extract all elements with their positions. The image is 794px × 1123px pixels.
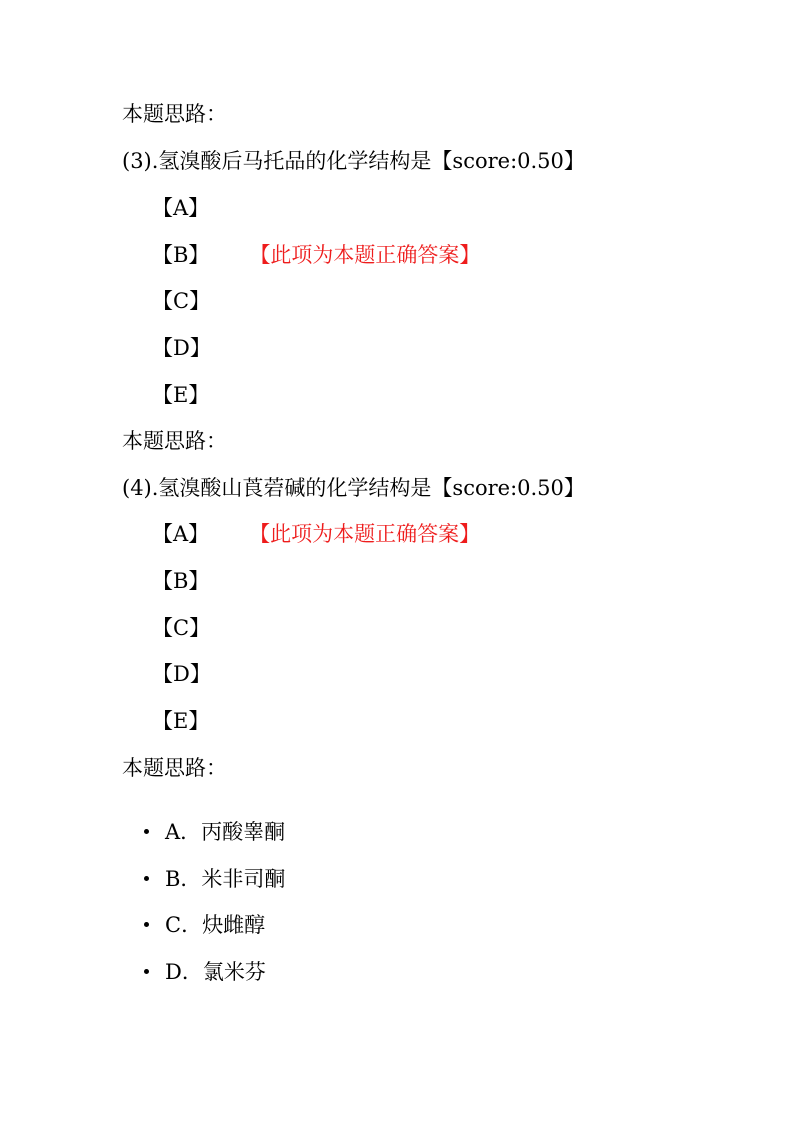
q3-option-b — [152, 242, 480, 268]
option-tag: 【D】 — [152, 662, 211, 686]
choice-text: B．米非司酮 — [165, 867, 286, 891]
option-tag: 【C】 — [152, 289, 211, 313]
option-tag: 【A】 — [152, 196, 210, 220]
choice-item — [144, 819, 285, 845]
choice-item — [144, 959, 266, 985]
bullet-icon — [144, 829, 149, 834]
analysis-label: 本题思路： — [122, 102, 227, 126]
q4-option-a — [152, 521, 480, 547]
bullet-icon — [144, 876, 149, 881]
q3-option-c — [152, 288, 210, 314]
option-tag: 【D】 — [152, 336, 211, 360]
q3-option-a — [152, 195, 209, 221]
q3-option-d — [152, 335, 211, 361]
option-tag: 【E】 — [152, 709, 210, 733]
analysis-label: 本题思路： — [122, 429, 227, 453]
option-tag: 【B】 — [152, 243, 210, 267]
option-tag: 【A】 — [152, 522, 210, 546]
choice-item — [144, 912, 265, 938]
analysis-label: 本题思路： — [122, 756, 227, 780]
q3-option-e — [152, 382, 209, 408]
choice-text: A．丙酸睾酮 — [165, 820, 286, 844]
correct-answer-note: 【此项为本题正确答案】 — [249, 243, 481, 267]
option-tag: 【E】 — [152, 383, 210, 407]
question-3: (3).氢溴酸后马托品的化学结构是【score:0.50】 — [122, 149, 585, 173]
bullet-icon — [144, 969, 149, 974]
bullet-icon — [144, 922, 149, 927]
q4-option-d — [152, 661, 211, 687]
choice-text: D．氯米芬 — [165, 960, 266, 984]
correct-answer-note: 【此项为本题正确答案】 — [249, 522, 481, 546]
question-4: (4).氢溴酸山莨菪碱的化学结构是【score:0.50】 — [122, 476, 585, 500]
q4-option-c — [152, 615, 210, 641]
q4-option-b — [152, 568, 209, 594]
choice-item — [144, 866, 285, 892]
option-tag: 【B】 — [152, 569, 210, 593]
choice-text: C．炔雌醇 — [165, 913, 266, 937]
q4-option-e — [152, 708, 209, 734]
option-tag: 【C】 — [152, 616, 211, 640]
